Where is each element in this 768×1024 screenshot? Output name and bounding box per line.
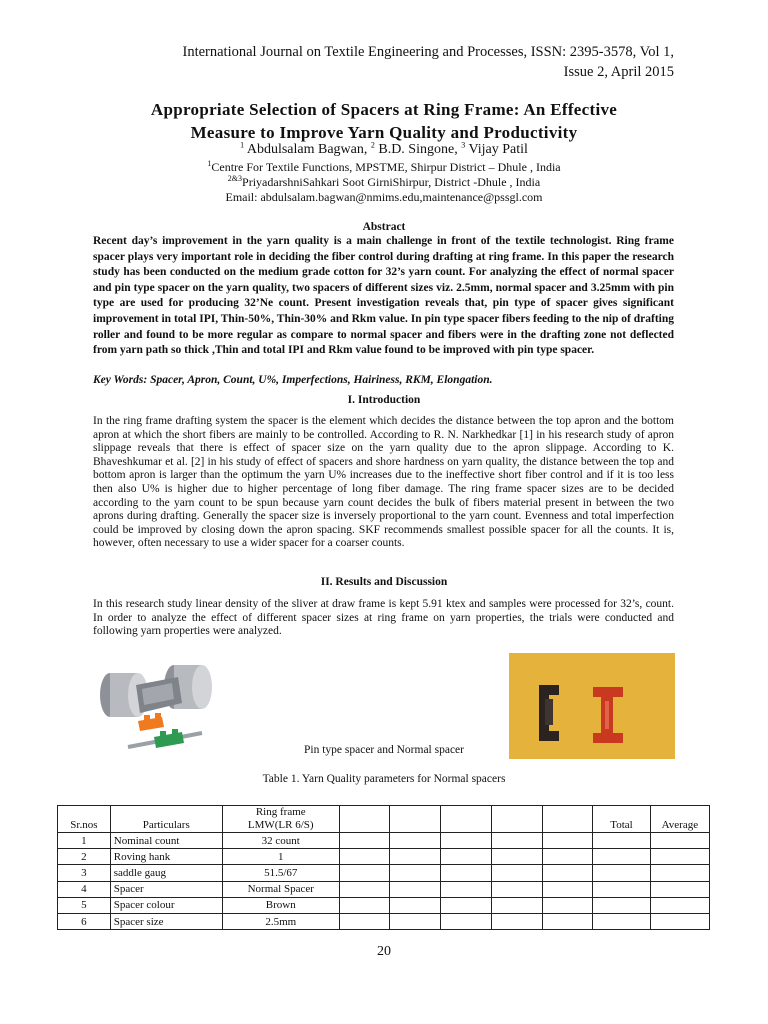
affiliation-2-marker: 2&3: [227, 174, 243, 183]
cell-empty: [339, 897, 390, 913]
page-number: 20: [377, 944, 391, 959]
cell-empty: [441, 849, 492, 865]
cell-particular: Roving hank: [110, 849, 222, 865]
affiliations: [60, 160, 708, 205]
table-caption: Table 1. Yarn Quality parameters for Normal spacers: [262, 773, 506, 785]
cell-average: [650, 881, 709, 897]
journal-header: [40, 42, 674, 82]
cell-ring-frame-value: 32 count: [222, 833, 339, 849]
cell-total: [593, 913, 651, 929]
cell-empty: [542, 897, 593, 913]
cell-average: [650, 833, 709, 849]
header-empty: [441, 806, 492, 833]
cell-empty: [491, 913, 542, 929]
cell-total: [593, 833, 651, 849]
header-particulars: Particulars: [110, 806, 222, 833]
figure-caption: Pin type spacer and Normal spacer: [304, 744, 464, 756]
cell-empty: [390, 865, 441, 881]
table-row: [58, 881, 710, 897]
cell-empty: [390, 833, 441, 849]
cell-particular: Nominal count: [110, 833, 222, 849]
author-3: Vijay Patil: [468, 142, 528, 157]
cell-srno: 1: [58, 833, 111, 849]
cell-srno: 2: [58, 849, 111, 865]
cell-empty: [491, 865, 542, 881]
journal-line-2: Issue 2, April 2015: [563, 64, 674, 80]
results-text: In this research study linear density of the sliver at draw frame is kept 5.91 ktex and samples were processed for 32’s, count. In order to analyze the effect of different spacer sizes at ring frame on yarn properties, the trials were conducted and following yarn properties were analyzed.: [93, 598, 674, 638]
header-ring-frame-line2: LMW(LR 6/S): [247, 819, 314, 831]
cell-empty: [542, 833, 593, 849]
author-1: Abdulsalam Bagwan,: [246, 142, 368, 157]
affiliation-1-marker: 1: [207, 159, 212, 168]
cell-particular: Spacer colour: [110, 897, 222, 913]
author-3-marker: 3: [461, 140, 466, 150]
cell-empty: [441, 897, 492, 913]
cell-srno: 6: [58, 913, 111, 929]
header-empty: [491, 806, 542, 833]
header-total: Total: [593, 806, 651, 833]
cell-empty: [339, 913, 390, 929]
cell-ring-frame-value: 2.5mm: [222, 913, 339, 929]
affiliation-1: [60, 160, 708, 175]
table-row: [58, 913, 710, 929]
cell-empty: [441, 865, 492, 881]
cell-empty: [441, 881, 492, 897]
cell-ring-frame-value: 1: [222, 849, 339, 865]
author-2: B.D. Singone,: [378, 142, 458, 157]
affiliation-2-text: PriyadarshniSahkari Soot GirniShirpur, District -Dhule , India: [242, 175, 541, 189]
cell-particular: saddle gaug: [110, 865, 222, 881]
cell-ring-frame-value: 51.5/67: [222, 865, 339, 881]
cell-total: [593, 849, 651, 865]
header-ring-frame-line1: Ring frame: [255, 806, 306, 818]
author-2-marker: 2: [370, 140, 375, 150]
cell-average: [650, 849, 709, 865]
cell-empty: [390, 897, 441, 913]
author-1-marker: 1: [240, 140, 245, 150]
cell-srno: 3: [58, 865, 111, 881]
cell-empty: [390, 913, 441, 929]
author-list: [60, 141, 708, 159]
cell-empty: [542, 849, 593, 865]
cell-empty: [542, 865, 593, 881]
title-line-1: Appropriate Selection of Spacers at Ring Frame: An Effective: [150, 100, 618, 119]
cell-total: [593, 897, 651, 913]
cell-empty: [542, 913, 593, 929]
header-empty: [542, 806, 593, 833]
cell-empty: [491, 897, 542, 913]
cell-empty: [339, 833, 390, 849]
paper-title: [60, 98, 708, 144]
header-average: Average: [650, 806, 709, 833]
contact-email: Email: abdulsalam.bagwan@nmims.edu,maintenance@pssgl.com: [225, 190, 543, 204]
cell-srno: 4: [58, 881, 111, 897]
table-row: [58, 865, 710, 881]
cell-ring-frame-value: Brown: [222, 897, 339, 913]
cell-empty: [441, 913, 492, 929]
cell-empty: [542, 881, 593, 897]
cell-empty: [390, 849, 441, 865]
cell-particular: Spacer size: [110, 913, 222, 929]
header-ring-frame: [222, 806, 339, 833]
table-row: [58, 897, 710, 913]
cell-srno: 5: [58, 897, 111, 913]
cell-empty: [441, 833, 492, 849]
header-empty: [390, 806, 441, 833]
cell-particular: Spacer: [110, 881, 222, 897]
cell-average: [650, 865, 709, 881]
introduction-text: In the ring frame drafting system the spacer is the element which decides the distance between the top apron and the bottom apron at which the short fibers are mainly to be controlled. According to R. N. Narkhedkar [1] in his research study of apron slippage reveals that there is effect of spacer size on the yarn quality due to the apron slippage. According to K. Bhaveshkumar et al. [2] in his study of effect of spacers and shore hardness on yarn quality, the distance between the top and bottom apron is larger than the optimum the yarn U% increases due to the ineffective short fiber control and if it is too less then also U% is higher due to higher percentage of long fiber damage. The ring frame spacer sizes are to be decided according to the yarn count to be spun because yarn count decides the bulk of fibers material present in between the two aprons during drafting. Generally the spacer size is inversely proportional to the yarn count. Evenness and total imperfection could be improved by closing down the apron spacing. SKF recommends smallest possible spacer for all the counts. It is, however, often necessary to use a wider spacer for a coarser counts.: [93, 415, 674, 550]
header-srno: Sr.nos: [58, 806, 111, 833]
affiliation-2: [60, 175, 708, 190]
abstract-heading: Abstract: [362, 221, 406, 233]
cell-average: [650, 897, 709, 913]
cell-total: [593, 881, 651, 897]
pin-type-spacer-image: [92, 655, 242, 755]
cell-empty: [491, 849, 542, 865]
cell-empty: [339, 881, 390, 897]
journal-line-1: International Journal on Textile Engineering and Processes, ISSN: 2395-3578, Vol 1,: [182, 44, 674, 60]
cell-empty: [339, 865, 390, 881]
cell-empty: [339, 849, 390, 865]
cell-total: [593, 865, 651, 881]
header-empty: [339, 806, 390, 833]
yarn-quality-table: [57, 805, 710, 930]
cell-ring-frame-value: Normal Spacer: [222, 881, 339, 897]
abstract-text: Recent day’s improvement in the yarn quality is a main challenge in front of the textile technologist. Ring frame spacer plays very important role in deciding the fiber control during drafting at ring frame. In this paper the research study has been conducted on the medium grade cotton for 32’s yarn count. For analyzing the effect of normal spacer and pin type spacer on the yarn quality, two spacers of different sizes viz. 2.5mm, normal spacer and 3.25mm with pin type are used for producing 32’Ne count. Present investigation reveals that, pin type of spacer gives significant improvement in total IPI, Thin-50%, Thin-30% and Rkm value. In pin type spacer fibers feeding to the nip of drafting roller and found to be more regular as compare to normal spacer and fibers were in the drafting zone not deflected from yarn path so thick ,Thin and total IPI and Rkm value found to be improved with pin type spacer.: [93, 235, 674, 357]
table-row: [58, 849, 710, 865]
cell-empty: [390, 881, 441, 897]
title-line-2: Measure to Improve Yarn Quality and Productivity: [190, 123, 578, 142]
section-heading-results: II. Results and Discussion: [320, 576, 448, 588]
keywords: Key Words: Spacer, Apron, Count, U%, Imperfections, Hairiness, RKM, Elongation.: [93, 374, 493, 386]
table-row: [58, 833, 710, 849]
cell-empty: [491, 833, 542, 849]
table-header-row: [58, 806, 710, 833]
cell-empty: [491, 881, 542, 897]
affiliation-1-text: Centre For Textile Functions, MPSTME, Shirpur District – Dhule , India: [211, 160, 561, 174]
cell-average: [650, 913, 709, 929]
section-heading-introduction: I. Introduction: [347, 394, 421, 406]
